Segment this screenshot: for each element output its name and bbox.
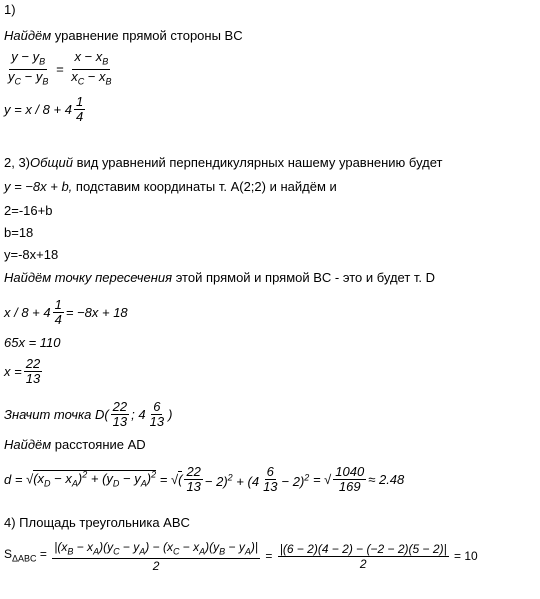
line-distance-formula: $d = √(x_D - x_A)^2 + (y_D - y_A)^2$ = √( $\frac{22}{13}$ − 2)$^2$ + (4 $\frac{6}{13}$ − 2)$^2$ = √ $\frac{1040}{169}$ ≈ 2.48	[4, 464, 405, 494]
line-general-form: 2, 3)Общий вид уравнений перпендикулярных нашему уравнению будет	[4, 155, 443, 170]
line-distance-heading: Найдём расстояние AD	[4, 437, 146, 452]
line-area-formula: $S_{\Delta ABC}$ = $\frac{|(x_B - x_A)(y_C - y_A) - (x_C - x_A)(y_B - y_A)|}{2}$ = $\frac{|(6 - 2)(4 - 2) - (-2 - 2)(5 - 2)|}{2}$ = 10	[4, 540, 478, 574]
line-equate: x / 8 + 4 $\frac{1}{4}$ = −8x + 18	[4, 297, 128, 327]
heading-text: уравнение прямой стороны BC	[51, 28, 243, 43]
line-intersection: Найдём точку пересечения этой прямой и прямой BC - это и будет т. D	[4, 270, 436, 285]
line-calc-2: b=18	[4, 225, 34, 240]
heading-line-bc	[4, 28, 243, 43]
sqrt-symbol: $√(x_D - x_A)^2 + (y_D - y_A)^2$	[26, 469, 157, 489]
line-point-d: Значит точка D( $\frac{22}{13}$ ; 4 $\frac{6}{13}$ )	[4, 399, 173, 429]
fraction-left: $\frac{y - y_B}{y_C - y_B}$	[8, 49, 49, 87]
line-x-value: x = $\frac{22}{13}$	[4, 356, 41, 386]
line-formula-proportion: $\frac{y - y_B}{y_C - y_B}$ = $\frac{x - x_B}{x_C - x_B}$	[8, 49, 112, 87]
item-number: 1)	[4, 2, 16, 17]
area-heading: 4) Площадь треугольника ABC	[4, 515, 190, 530]
fraction-right: $\frac{x - x_B}{x_C - x_B}$	[71, 49, 112, 87]
line-calc-3: y=-8x+18	[4, 247, 59, 262]
line-65x: 65x = 110	[4, 335, 61, 350]
line-calc-1: 2=-16+b	[4, 203, 53, 218]
line-substitution: y = −8x + b, подставим координаты т. A(2;2) и найдём и	[4, 179, 337, 194]
italic-word: Найдём	[4, 28, 52, 43]
line-equation-bc: y = x / 8 + 4 $\frac{1}{4}$	[4, 94, 84, 124]
